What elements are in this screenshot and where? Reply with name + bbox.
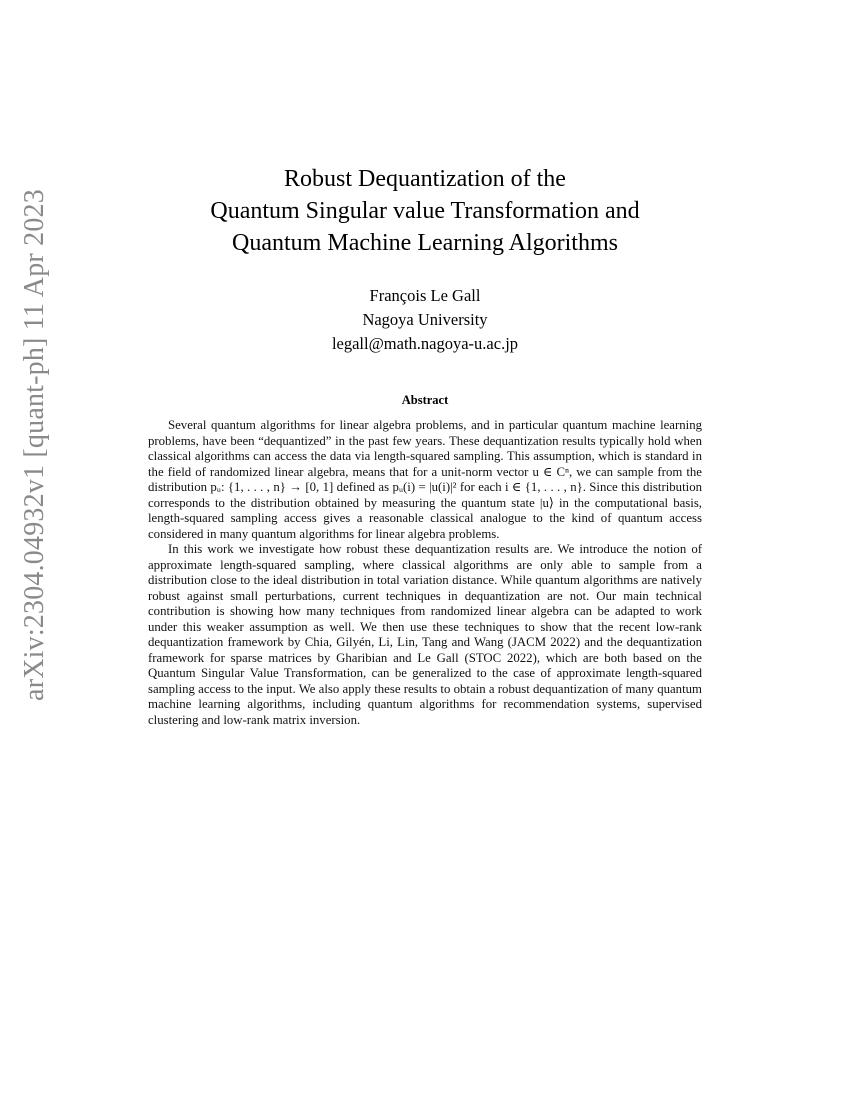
title-line-1: Robust Dequantization of the [284,166,566,192]
title-line-2: Quantum Singular value Transformation and [210,198,640,224]
paper-title [120,163,730,259]
abstract-body [148,418,702,728]
author-name: François Le Gall [369,286,481,305]
abstract-paragraph-2: In this work we investigate how robust these dequantization results are. We introduce the notion of approximate length-squared sampling, where classical algorithms are only able to sample from a distribution close to the ideal distribution in total variation distance. While quantum algorithms are natively robust against small perturbations, current techniques in dequantization are not. Our main technical contribution is showing how many techniques from randomized linear algebra can be adapted to work under this weaker assumption as well. We then use these techniques to show that the recent low-rank dequantization framework by Chia, Gilyén, Li, Lin, Tang and Wang (JACM 2022) and the dequantization framework for sparse matrices by Gharibian and Le Gall (STOC 2022), which are both based on the Quantum Singular Value Transformation, can be generalized to the case of approximate length-squared sampling access to the input. We also apply these results to obtain a robust dequantization of many quantum machine learning algorithms, including quantum algorithms for recommendation systems, supervised clustering and low-rank matrix inversion. [148,542,702,727]
abstract-heading: Abstract [401,393,449,407]
arxiv-identifier-stamp: arXiv:2304.04932v1 [quant-ph] 11 Apr 2023 [19,189,50,701]
title-line-3: Quantum Machine Learning Algorithms [232,230,618,256]
abstract-paragraph-1: Several quantum algorithms for linear algebra problems, and in particular quantum machine learning problems, have been “dequantized” in the past few years. These dequantization results typically hold when classical algorithms can access the data via length-squared sampling. This assumption, which is standard in the field of randomized linear algebra, means that for a unit-norm vector u ∈ Cⁿ, we can sample from the distribution pᵤ: {1, . . . , n} → [0, 1] defined as pᵤ(i) = |u(i)|² for each i ∈ {1, . . . , n}. Since this distribution corresponds to the distribution obtained by measuring the quantum state |u⟩ in the computational basis, length-squared sampling access gives a reasonable classical analogue to the kind of quantum access considered in many quantum algorithms for linear algebra problems. [148,418,702,541]
author-info [250,284,600,356]
author-affiliation: Nagoya University [362,310,488,329]
author-email: legall@math.nagoya-u.ac.jp [331,334,519,353]
